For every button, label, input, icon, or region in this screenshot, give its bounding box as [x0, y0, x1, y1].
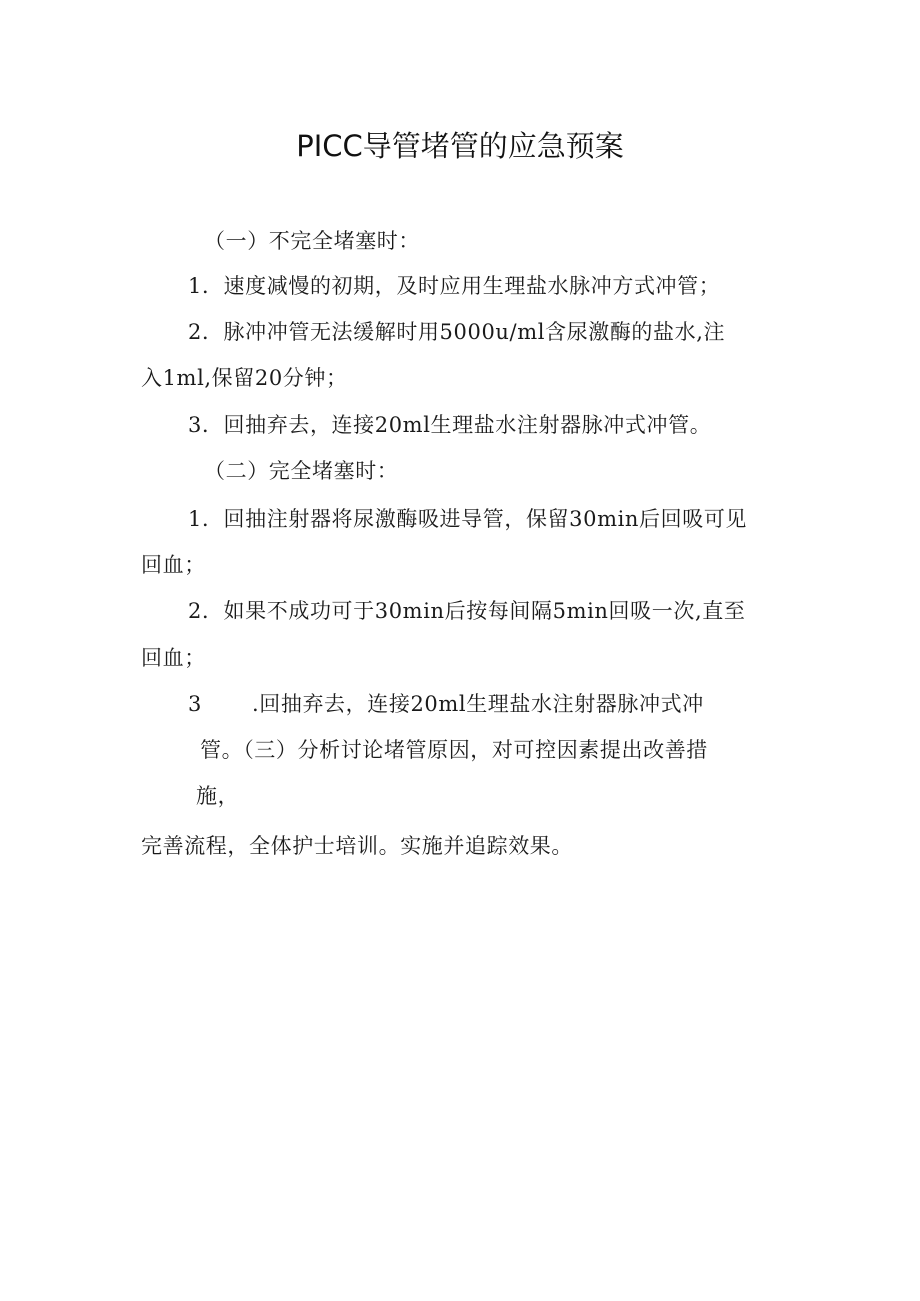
- document-title: PICC导管堵管的应急预案: [296, 129, 624, 163]
- section-3-text: 完善流程，全体护士培训。实施并追踪效果。: [141, 834, 573, 858]
- section-2-item-3: [188, 689, 704, 719]
- section-1-item-1: 1．速度减慢的初期，及时应用生理盐水脉冲方式冲管；: [188, 274, 721, 298]
- section-2-item-3-text: .回抽弃去，连接20ml生理盐水注射器脉冲式冲: [251, 692, 704, 716]
- section-1-item-2: 2．脉冲冲管无法缓解时用5000u/ml含尿激酶的盐水,注: [188, 320, 726, 344]
- section-1-heading: （一）不完全堵塞时：: [204, 229, 420, 253]
- section-1-item-2-continued: 入1ml,保留20分钟；: [141, 366, 348, 390]
- section-2-item-3-continued-2: 施，: [196, 784, 240, 808]
- section-2-item-2: 2．如果不成功可于30min后按每间隔5min回吸一次,直至: [188, 599, 746, 623]
- section-2-item-1-continued: 回血；: [141, 553, 206, 577]
- section-2-heading: （二）完全堵塞时：: [204, 459, 399, 483]
- section-1-item-3: 3．回抽弃去，连接20ml生理盐水注射器脉冲式冲管。: [188, 413, 712, 437]
- section-2-item-2-continued: 回血；: [141, 646, 206, 670]
- item-number: 3: [188, 692, 202, 716]
- section-2-item-1: 1．回抽注射器将尿激酶吸进导管，保留30min后回吸可见: [188, 507, 748, 531]
- section-2-item-3-continued: 管。（三）分析讨论堵管原因，对可控因素提出改善措: [200, 738, 708, 762]
